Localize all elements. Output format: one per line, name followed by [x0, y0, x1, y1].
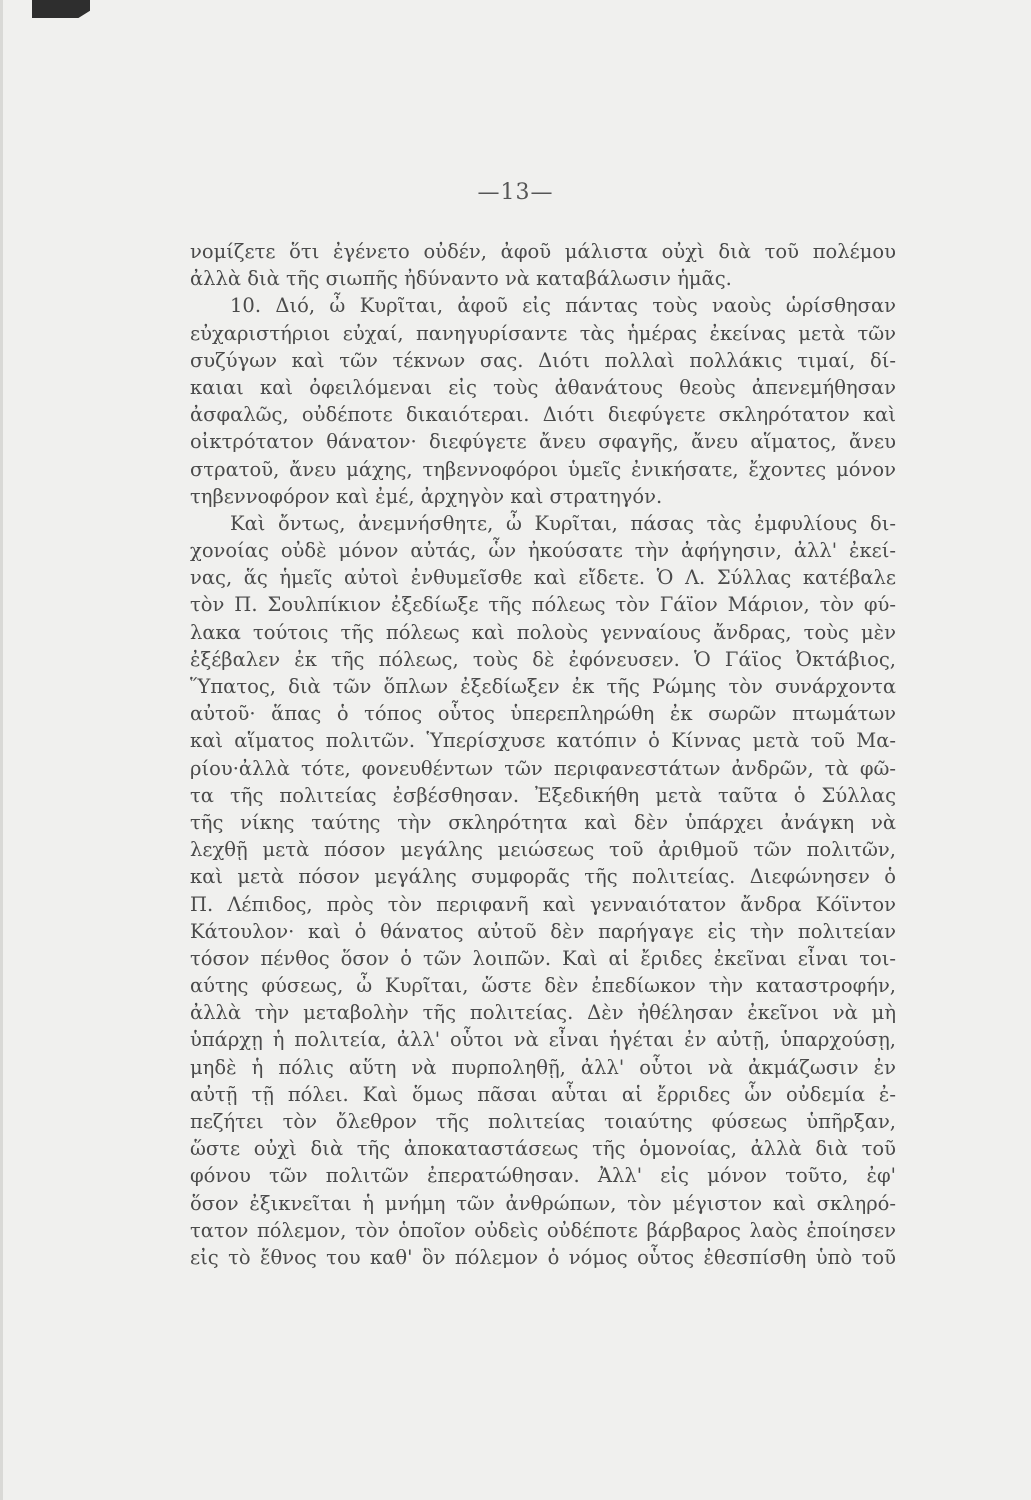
text-line: συζύγων καὶ τῶν τέκνων σας. Διότι πολλαὶ πολλάκις τιμαί, δί- [190, 348, 896, 372]
body-text [190, 238, 896, 1271]
text-line: ἀλλὰ διὰ τῆς σιωπῆς ἠδύναντο νὰ καταβάλωσιν ἡμᾶς. [190, 267, 732, 291]
text-line: εὐχαριστήριοι εὐχαί, πανηγυρίσαντε τὰς ἡμέρας ἐκείνας μετὰ τῶν [190, 321, 896, 345]
text-line: 10. Διό, ὦ Κυρῖται, ἀφοῦ εἰς πάντας τοὺς ναοὺς ὡρίσθησαν [230, 294, 896, 318]
text-line: τὸν Π. Σουλπίκιον ἐξεδίωξε τῆς πόλεως τὸν Γάϊον Μάριον, τὸν φύ- [190, 593, 896, 617]
text-line: μηδὲ ἡ πόλις αὕτη νὰ πυρποληθῇ, ἀλλ' οὗτοι νὰ ἀκμάζωσιν ἐν [190, 1055, 896, 1079]
text-line: στρατοῦ, ἄνευ μάχης, τηβεννοφόροι ὑμεῖς ἐνικήσατε, ἔχοντες μόνον [190, 457, 896, 481]
text-line: νομίζετε ὅτι ἐγένετο οὐδέν, ἀφοῦ μάλιστα οὐχὶ διὰ τοῦ πολέμου [190, 240, 896, 263]
text-line: τῆς νίκης ταύτης τὴν σκληρότητα καὶ δὲν ὑπάρχει ἀνάγκη νὰ [190, 810, 896, 834]
text-line: τόσον πένθος ὅσον ὁ τῶν λοιπῶν. Καὶ αἱ ἔριδες ἐκεῖναι εἶναι τοι- [190, 946, 896, 970]
text-line: αύτης φύσεως, ὦ Κυρῖται, ὥστε δὲν ἐπεδίωκον τὴν καταστροφήν, [190, 974, 896, 998]
text-line: τηβεννοφόρον καὶ ἐμέ, ἀρχηγὸν καὶ στρατηγόν. [190, 484, 663, 508]
text-line: Καὶ ὄντως, ἀνεμνήσθητε, ὦ Κυρῖται, πάσας τὰς ἐμφυλίους δι- [230, 511, 896, 535]
text-line: ὅσον ἐξικνεῖται ἡ μνήμη τῶν ἀνθρώπων, τὸν μέγιστον καὶ σκληρό- [190, 1191, 896, 1215]
text-line: πεζήτει τὸν ὄλεθρον τῆς πολιτείας τοιαύτης φύσεως ὑπῆρξαν, [190, 1110, 896, 1133]
text-line: Π. Λέπιδος, πρὸς τὸν περιφανῆ καὶ γενναιότατον ἄνδρα Κόϊντον [190, 892, 896, 916]
text-line: εἰς τὸ ἔθνος του καθ' ὃν πόλεμον ὁ νόμος οὗτος ἐθεσπίσθη ὑπὸ τοῦ [190, 1245, 896, 1269]
text-line: καὶ αἵματος πολιτῶν. Ὑπερίσχυσε κατόπιν ὁ Κίννας μετὰ τοῦ Μα- [190, 729, 896, 753]
text-line: νας, ἅς ἡμεῖς αὐτοὶ ἐνθυμεῖσθε καὶ εἴδετε. Ὁ Λ. Σύλλας κατέβαλε [190, 566, 896, 590]
text-line: αὐτῇ τῇ πόλει. Καὶ ὅμως πᾶσαι αὗται αἱ ἔρριδες ὧν οὐδεμία ἐ- [190, 1082, 896, 1106]
text-line: λεχθῇ μετὰ πόσον μεγάλης μειώσεως τοῦ ἀριθμοῦ τῶν πολιτῶν, [190, 838, 896, 862]
text-line: ἀσφαλῶς, οὐδέποτε δικαιότεραι. Διότι διεφύγετε σκληρότατον καὶ [190, 403, 896, 427]
page-number: —13— [477, 180, 554, 205]
corner-tab-mark [32, 0, 90, 18]
text-line: τατον πόλεμον, τὸν ὁποῖον οὐδεὶς οὐδέποτε βάρβαρος λαὸς ἐποίησεν [190, 1218, 896, 1242]
text-line: τα τῆς πολιτείας ἐσβέσθησαν. Ἐξεδικήθη μετὰ ταῦτα ὁ Σύλλας [190, 783, 896, 807]
text-line: ὑπάρχῃ ἡ πολιτεία, ἀλλ' οὗτοι νὰ εἶναι ἡγέται ἐν αὐτῇ, ὑπαρχούσῃ, [190, 1028, 896, 1052]
text-line: οἰκτρότατον θάνατον· διεφύγετε ἄνευ σφαγῆς, ἄνευ αἵματος, ἄνευ [190, 430, 896, 454]
text-line: ὥστε οὐχὶ διὰ τῆς ἀποκαταστάσεως τῆς ὁμονοίας, ἀλλὰ διὰ τοῦ [190, 1137, 896, 1161]
text-line: λακα τούτοις τῆς πόλεως καὶ πολοὺς γενναίους ἄνδρας, τοὺς μὲν [190, 620, 896, 644]
text-line: χονοίας οὐδὲ μόνον αὐτάς, ὧν ἠκούσατε τὴν ἀφήγησιν, ἀλλ' ἐκεί- [190, 539, 896, 563]
text-line: ἀλλὰ τὴν μεταβολὴν τῆς πολιτείας. Δὲν ἠθέλησαν ἐκεῖνοι νὰ μὴ [190, 1001, 896, 1025]
text-line: Κάτουλον· καὶ ὁ θάνατος αὐτοῦ δὲν παρήγαγε εἰς τὴν πολιτείαν [190, 919, 896, 943]
text-line: φόνου τῶν πολιτῶν ἐπερατώθησαν. Ἀλλ' εἰς μόνον τοῦτο, ἐφ' [190, 1164, 896, 1188]
page-edge [0, 0, 3, 1500]
text-line: αὐτοῦ· ἅπας ὁ τόπος οὗτος ὑπερεπληρώθη ἐκ σωρῶν πτωμάτων [190, 702, 896, 726]
text-line: καιαι καὶ ὀφειλόμεναι εἰς τοὺς ἀθανάτους θεοὺς ἀπενεμήθησαν [190, 375, 896, 399]
text-line: ρίου·ἀλλὰ τότε, φονευθέντων τῶν περιφανεστάτων ἀνδρῶν, τὰ φῶ- [190, 756, 896, 780]
text-line: Ὕπατος, διὰ τῶν ὅπλων ἐξεδίωξεν ἐκ τῆς Ρώμης τὸν συνάρχοντα [190, 675, 896, 698]
text-line: καὶ μετὰ πόσον μεγάλης συμφορᾶς τῆς πολιτείας. Διεφώνησεν ὁ [190, 865, 896, 889]
text-line: ἐξέβαλεν ἐκ τῆς πόλεως, τοὺς δὲ ἐφόνευσεν. Ὁ Γάϊος Ὀκτάβιος, [190, 647, 896, 671]
